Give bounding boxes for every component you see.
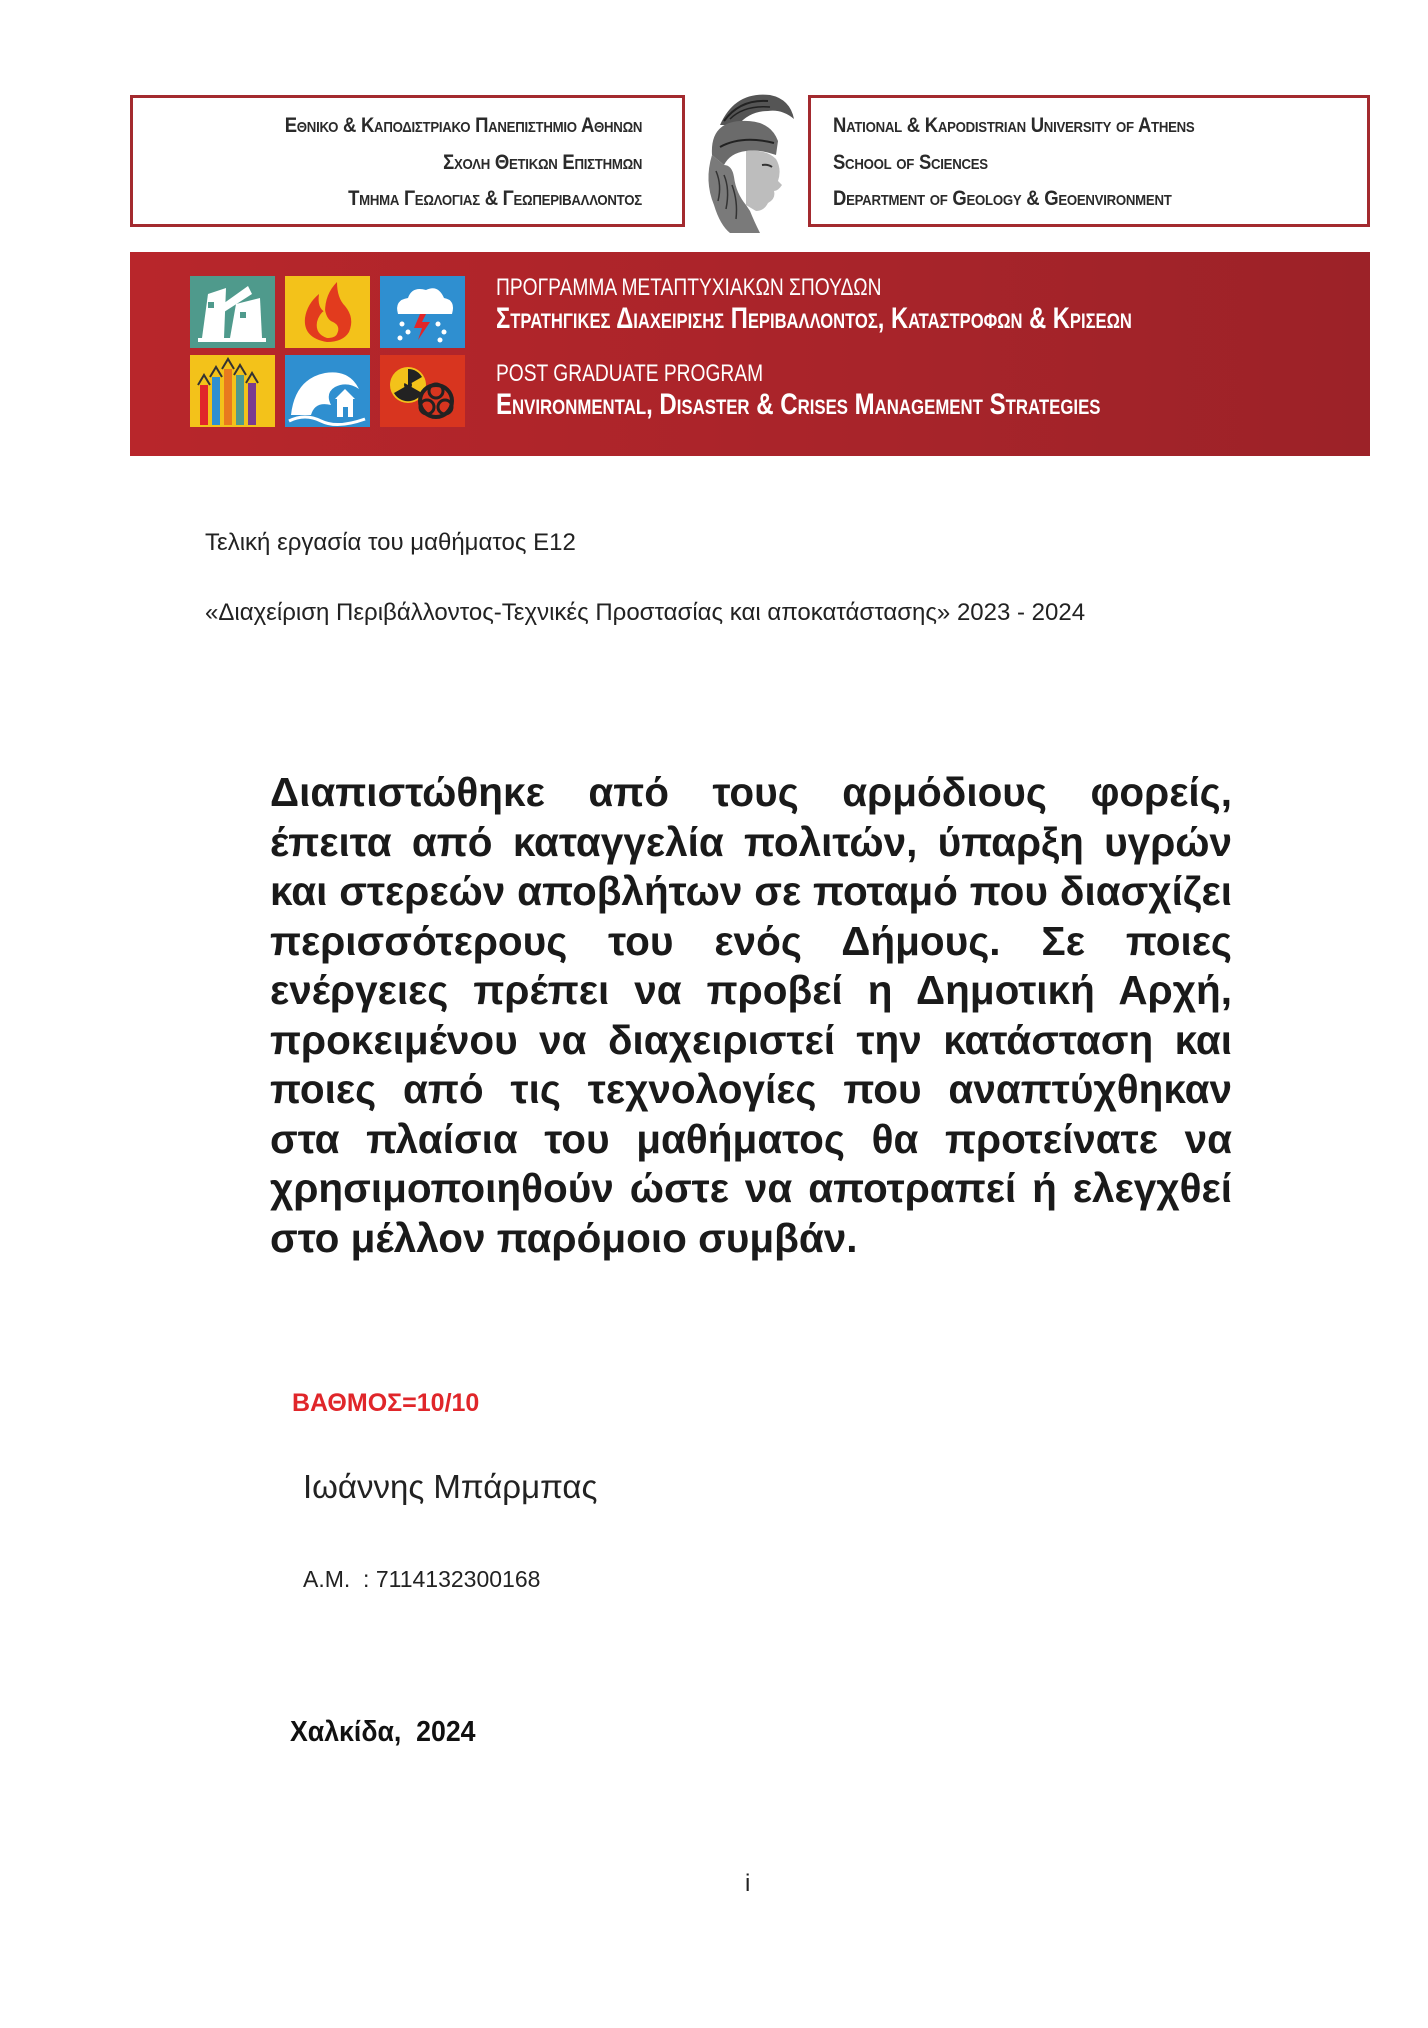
student-id: Α.Μ. : 7114132300168 [303,1566,541,1592]
department-name-english: Department of Geology & Geoenvironment [833,187,1172,210]
university-header-greek [130,95,685,227]
grade-label: ΒΑΘΜΟΣ=10/10 [292,1389,480,1417]
fire-icon [285,276,370,348]
assignment-question: Διαπιστώθηκε από τους αρμόδιους φορείς, έπειτα από καταγγελία πολιτών, ύπαρξη υγρών και στερεών αποβλήτων σε ποταμό που διασχίζει περισσότερους του ενός Δήμους. Σε ποιες ενέργειες πρέπει να προβεί η Δημοτική Αρχή, προκειμένου να διαχειριστεί την κατάσταση και ποιες από τις τεχνολογίες που αναπτύχθηκαν στα πλαίσια του μαθήματος θα προτείνατε να χρησιμοποιηθούν ώστε να αποτραπεί ή ελεγχθεί στο μέλλον παρόμοιο συμβάν. [270,769,1232,1261]
course-title: «Διαχείριση Περιβάλλοντος-Τεχνικές Προστασίας και αποκατάστασης» 2023 - 2024 [205,599,1086,626]
athena-head-emblem-icon [690,85,802,237]
program-subtitle-english: POST GRADUATE PROGRAM [496,360,764,387]
author-name: Ιωάννης Μπάρμπας [303,1468,598,1505]
flood-wave-icon [285,355,370,427]
raised-hands-icon [190,355,275,427]
program-subtitle-greek: ΠΡΟΓΡΑΜΜΑ ΜΕΤΑΠΤΥΧΙΑΚΩΝ ΣΠΟΥΔΩΝ [496,274,882,301]
university-header-english [808,95,1370,227]
radiation-biohazard-icon [380,355,465,427]
page-number: i [745,1870,751,1897]
university-name-english: National & Kapodistrian University of Athens [833,114,1195,137]
course-final-assignment-label: Τελική εργασία του μαθήματος Ε12 [205,529,576,556]
program-title-english: Environmental, Disaster & Crises Management Strategies [496,388,1101,421]
program-title-greek: Στρατηγικες Διαχειρισης Περιβαλλοντος, Καταστροφων & Κρισεων [496,302,1132,335]
collapsed-building-icon [190,276,275,348]
university-name-greek: Εθνικο & Καποδιστριακο Πανεπιστημιο Αθηνων [284,114,642,137]
program-banner [130,252,1370,456]
school-name-english: School of Sciences [833,151,988,174]
place-and-date: Χαλκίδα, 2024 [290,1716,476,1748]
storm-cloud-icon [380,276,465,348]
school-name-greek: Σχολη Θετικων Επιστημων [442,151,642,174]
department-name-greek: Τμημα Γεωλογιας & Γεωπεριβαλλοντος [348,187,642,210]
